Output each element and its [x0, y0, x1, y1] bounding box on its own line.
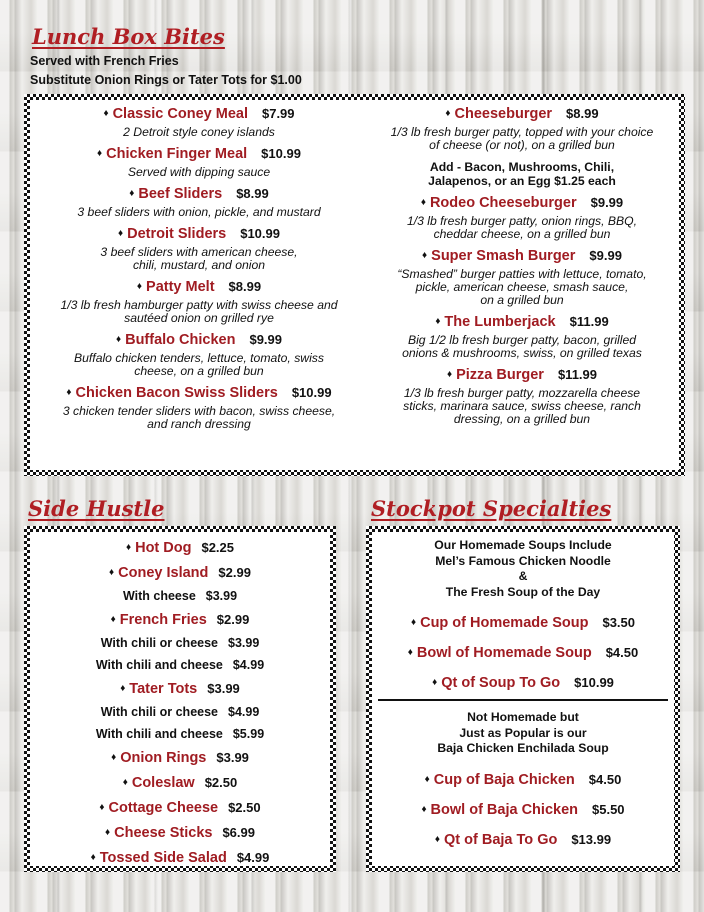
menu-item-name: Bowl of Baja Chicken	[430, 801, 578, 818]
sub-option-price: $3.99	[205, 589, 238, 603]
stockpot-homemade-column	[372, 538, 674, 692]
menu-item-price: $4.50	[605, 645, 639, 660]
diamond-bullet-icon: ♦	[422, 250, 428, 261]
sub-option-name: With chili or cheese	[100, 636, 218, 650]
menu-item-price: $13.99	[571, 831, 612, 847]
menu-item-line	[432, 674, 614, 692]
menu-item-name: Cheese Sticks	[114, 825, 213, 841]
lunch-right-column	[364, 106, 680, 426]
description-line: 3 beef sliders with american cheese,	[100, 245, 298, 259]
menu-item-price: $3.99	[207, 681, 240, 696]
menu-sub-option	[123, 588, 237, 605]
menu-item-line	[435, 314, 608, 330]
menu-item-description	[100, 246, 297, 272]
menu-item-price: $3.99	[216, 750, 249, 765]
menu-item-name: Cup of Homemade Soup	[420, 615, 589, 631]
description-line: 1/3 lb fresh burger patty, onion rings, BBQ,	[406, 214, 638, 228]
description-line: chili, mustard, and onion	[132, 258, 266, 272]
sub-option-price: $3.99	[228, 636, 260, 650]
diamond-bullet-icon: ♦	[410, 617, 417, 628]
diamond-bullet-icon: ♦	[111, 752, 117, 763]
menu-item-price: $11.99	[569, 314, 609, 329]
menu-item-price: $4.99	[236, 850, 270, 865]
intro-line: Baja Chicken Enchilada Soup	[437, 741, 609, 755]
stockpot-divider	[378, 699, 668, 701]
menu-item-price: $10.99	[574, 675, 614, 690]
diamond-bullet-icon: ♦	[435, 316, 441, 327]
menu-item-price: $8.99	[228, 279, 262, 294]
menu-item-description	[402, 334, 642, 360]
intro-line: The Fresh Soup of the Day	[445, 584, 601, 599]
menu-item-name: Pizza Burger	[456, 367, 544, 383]
menu-item-description	[407, 215, 637, 241]
menu-item-description	[397, 268, 646, 307]
sides-section-title: Side Hustle	[28, 496, 165, 521]
diamond-bullet-icon: ♦	[136, 281, 143, 292]
description-line: cheese, on a grilled bun	[134, 364, 264, 378]
sub-option-name: With chili or cheese	[100, 705, 218, 719]
description-line: 3 beef sliders with onion, pickle, and mustard	[77, 205, 321, 219]
menu-item-price: $10.99	[291, 385, 332, 400]
description-line: 3 chicken tender sliders with bacon, swiss cheese,	[62, 404, 336, 418]
menu-item-price: $8.99	[566, 106, 599, 121]
diamond-bullet-icon: ♦	[118, 228, 124, 239]
description-line: Served with dipping sauce	[127, 165, 271, 179]
menu-item-price: $11.99	[557, 367, 597, 382]
menu-item-line	[445, 106, 598, 122]
menu-item-name: Cottage Cheese	[108, 800, 219, 816]
menu-item-line	[123, 773, 238, 793]
addon-line: Jalapenos, or an Egg $1.25 each	[428, 174, 616, 188]
menu-item-name: Chicken Bacon Swiss Sliders	[75, 385, 278, 401]
diamond-bullet-icon: ♦	[421, 803, 427, 815]
soup-intro	[434, 538, 611, 600]
intro-line: Not Homemade but	[467, 710, 579, 724]
sub-option-name: With cheese	[122, 589, 196, 603]
menu-item-price: $4.50	[588, 771, 622, 787]
diamond-bullet-icon: ♦	[407, 647, 413, 658]
menu-item-price: $2.25	[201, 540, 235, 555]
diamond-bullet-icon: ♦	[447, 369, 453, 380]
menu-item-price: $9.99	[590, 195, 624, 210]
description-line: sticks, marinara sauce, swiss cheese, ranch	[403, 399, 641, 413]
diamond-bullet-icon: ♦	[97, 148, 103, 159]
stockpot-menu-box	[366, 526, 680, 872]
diamond-bullet-icon: ♦	[432, 677, 438, 688]
menu-item-line	[425, 771, 622, 789]
intro-line: Mel’s Famous Chicken Noodle	[435, 553, 611, 568]
menu-item-description	[128, 166, 270, 179]
diamond-bullet-icon: ♦	[120, 683, 126, 694]
menu-item-price: $2.50	[204, 775, 238, 790]
menu-item-price: $8.99	[236, 186, 269, 201]
menu-item-name: Qt of Soup To Go	[441, 675, 561, 691]
menu-item-name: Tater Tots	[129, 681, 198, 697]
menu-sub-option	[96, 726, 264, 743]
stockpot-baja-column	[372, 710, 674, 849]
sides-menu-inner	[30, 532, 330, 866]
diamond-bullet-icon: ♦	[90, 852, 96, 863]
menu-item-line	[447, 367, 597, 383]
lunch-left-column	[34, 106, 364, 431]
menu-item-name: French Fries	[119, 612, 207, 628]
menu-item-description	[74, 352, 324, 378]
menu-item-line	[411, 614, 635, 632]
menu-item-name: Super Smash Burger	[431, 248, 576, 264]
description-line: 1/3 lb fresh burger patty, topped with your choice	[390, 125, 654, 139]
diamond-bullet-icon: ♦	[125, 542, 132, 553]
menu-item-name: The Lumberjack	[444, 314, 556, 330]
diamond-bullet-icon: ♦	[105, 827, 111, 838]
menu-item-line	[99, 798, 260, 818]
diamond-bullet-icon: ♦	[424, 773, 430, 785]
sub-option-price: $4.99	[232, 658, 265, 672]
menu-item-name: Chicken Finger Meal	[106, 146, 248, 162]
menu-item-name: Detroit Sliders	[127, 226, 227, 242]
menu-item-description	[60, 299, 337, 325]
menu-item-name: Coney Island	[118, 565, 209, 581]
menu-item-line	[120, 679, 240, 699]
sub-option-name: With chili and cheese	[95, 727, 223, 741]
menu-item-name: Buffalo Chicken	[125, 332, 236, 348]
diamond-bullet-icon: ♦	[122, 777, 128, 788]
diamond-bullet-icon: ♦	[115, 334, 122, 345]
addon-note	[428, 160, 616, 188]
menu-item-name: Tossed Side Salad	[99, 850, 227, 866]
menu-item-price: $2.99	[216, 612, 250, 627]
menu-item-name: Coleslaw	[131, 775, 195, 791]
lunch-menu-box	[24, 94, 685, 476]
menu-item-description	[391, 126, 654, 152]
diamond-bullet-icon: ♦	[434, 833, 441, 845]
menu-item-line	[111, 610, 250, 630]
menu-item-name: Patty Melt	[146, 279, 215, 295]
sub-option-price: $5.99	[232, 727, 265, 741]
menu-item-price: $7.99	[261, 106, 295, 121]
menu-item-line	[103, 106, 294, 122]
menu-sub-option	[101, 635, 260, 652]
menu-item-line	[422, 248, 622, 264]
diamond-bullet-icon: ♦	[109, 567, 115, 578]
menu-item-description	[123, 126, 275, 139]
menu-item-name: Hot Dog	[135, 540, 192, 556]
lunch-menu-inner	[30, 100, 679, 470]
description-line: of cheese (or not), on a grilled bun	[429, 138, 615, 152]
menu-item-description	[77, 206, 320, 219]
menu-item-description	[403, 387, 641, 426]
diamond-bullet-icon: ♦	[420, 197, 426, 208]
menu-item-name: Cup of Baja Chicken	[433, 771, 575, 788]
description-line: 1/3 lb fresh burger patty, mozzarella cheese	[403, 386, 641, 400]
soup-intro	[437, 710, 608, 757]
menu-item-line	[421, 801, 624, 819]
lunch-note-fries: Served with French Fries	[30, 54, 179, 68]
menu-item-line	[118, 226, 280, 242]
diamond-bullet-icon: ♦	[110, 614, 116, 625]
menu-item-line	[105, 823, 255, 843]
description-line: Buffalo chicken tenders, lettuce, tomato, swiss	[74, 351, 324, 365]
menu-item-name: Classic Coney Meal	[112, 106, 248, 122]
menu-item-price: $10.99	[261, 146, 301, 161]
menu-sub-option	[101, 704, 260, 721]
menu-item-line	[408, 644, 638, 662]
menu-item-name: Cheeseburger	[454, 106, 553, 122]
menu-item-line	[97, 146, 301, 162]
menu-item-name: Qt of Baja To Go	[444, 831, 558, 848]
sub-option-price: $4.99	[228, 705, 260, 719]
menu-item-line	[111, 748, 249, 768]
menu-item-price: $9.99	[249, 332, 283, 347]
intro-line: &	[518, 569, 528, 583]
diamond-bullet-icon: ♦	[445, 108, 451, 119]
menu-item-line	[421, 195, 623, 211]
menu-item-line	[91, 848, 270, 868]
description-line: 1/3 lb fresh hamburger patty with swiss cheese and	[60, 298, 338, 312]
diamond-bullet-icon: ♦	[66, 387, 72, 398]
menu-item-description	[63, 405, 335, 431]
menu-item-price: $3.50	[602, 615, 636, 630]
description-line: sautéed onion on grilled rye	[124, 311, 274, 325]
menu-item-price: $6.99	[222, 825, 255, 840]
description-line: “Smashed” burger patties with lettuce, tomato,	[397, 267, 647, 281]
sub-option-name: With chili and cheese	[95, 658, 223, 672]
menu-item-line	[435, 831, 611, 849]
menu-sub-option	[96, 657, 264, 674]
menu-item-price: $5.50	[592, 801, 625, 817]
intro-line: Our Homemade Soups Include	[434, 538, 612, 552]
description-line: and ranch dressing	[147, 417, 251, 431]
menu-item-price: $2.99	[218, 565, 251, 580]
diamond-bullet-icon: ♦	[103, 108, 109, 119]
menu-item-name: Rodeo Cheeseburger	[429, 195, 577, 211]
sides-column	[30, 538, 330, 868]
menu-item-name: Onion Rings	[120, 750, 207, 766]
description-line: on a grilled bun	[480, 293, 564, 307]
diamond-bullet-icon: ♦	[129, 188, 135, 199]
lunch-section-title: Lunch Box Bites	[32, 24, 225, 49]
description-line: cheddar cheese, on a grilled bun	[433, 227, 611, 241]
sides-menu-box	[24, 526, 336, 872]
stockpot-section-title: Stockpot Specialties	[371, 496, 612, 521]
menu-item-line	[116, 332, 282, 348]
menu-item-line	[109, 563, 251, 583]
description-line: Big 1/2 lb fresh burger patty, bacon, grilled	[407, 333, 637, 347]
menu-item-line	[66, 385, 331, 401]
menu-item-price: $2.50	[228, 800, 261, 815]
menu-item-line	[129, 186, 268, 202]
addon-line: Add - Bacon, Mushrooms, Chili,	[429, 160, 615, 174]
description-line: onions & mushrooms, swiss, on grilled texas	[402, 346, 642, 360]
description-line: dressing, on a grilled bun	[453, 412, 591, 426]
menu-item-line	[137, 279, 261, 295]
menu-item-price: $10.99	[240, 226, 280, 241]
menu-item-name: Beef Sliders	[138, 186, 223, 202]
lunch-note-substitute: Substitute Onion Rings or Tater Tots for $1.00	[30, 73, 302, 87]
intro-line: Just as Popular is our	[459, 725, 587, 740]
description-line: pickle, american cheese, smash sauce,	[415, 280, 629, 294]
description-line: 2 Detroit style coney islands	[123, 125, 275, 139]
diamond-bullet-icon: ♦	[99, 802, 105, 813]
stockpot-menu-inner	[372, 532, 674, 866]
menu-item-name: Bowl of Homemade Soup	[416, 645, 592, 661]
menu-item-price: $9.99	[589, 248, 622, 263]
menu-item-line	[126, 538, 234, 558]
